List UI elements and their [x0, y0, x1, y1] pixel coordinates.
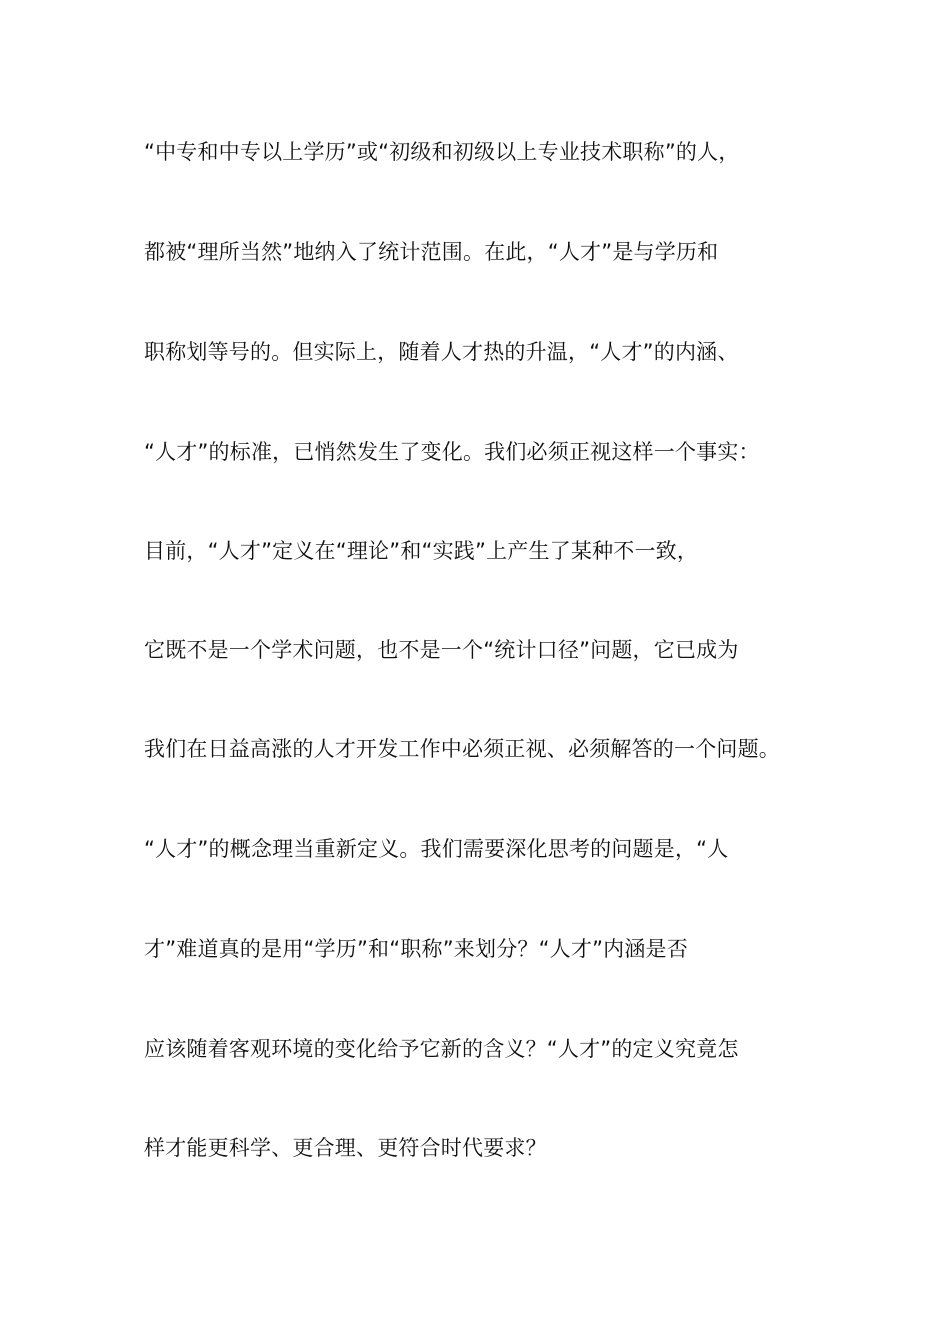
text-line-2: 都被“理所当然”地纳入了统计范围。在此，“人才”是与学历和 — [144, 240, 719, 264]
text-line-5: 目前，“人才”定义在“理论”和“实践”上产生了某种不一致， — [144, 539, 699, 563]
text-line-4: “人才”的标准，已悄然发生了变化。我们必须正视这样一个事实： — [144, 440, 760, 464]
text-line-10: 应该随着客观环境的变化给予它新的含义？“人才”的定义究竟怎 — [144, 1037, 739, 1061]
text-line-6: 它既不是一个学术问题，也不是一个“统计口径”问题，它已成为 — [144, 638, 739, 662]
text-line-11: 样才能更科学、更合理、更符合时代要求？ — [144, 1136, 547, 1160]
text-line-9: 才”难道真的是用“学历”和“职称”来划分？“人才”内涵是否 — [144, 937, 688, 961]
text-line-1: “中专和中专以上学历”或“初级和初级以上专业技术职称”的人， — [144, 140, 740, 164]
text-line-7: 我们在日益高涨的人才开发工作中必须正视、必须解答的一个问题。 — [144, 737, 780, 761]
text-line-3: 职称划等号的。但实际上，随着人才热的升温，“人才”的内涵、 — [144, 340, 739, 364]
text-line-8: “人才”的概念理当重新定义。我们需要深化思考的问题是，“人 — [144, 837, 729, 861]
